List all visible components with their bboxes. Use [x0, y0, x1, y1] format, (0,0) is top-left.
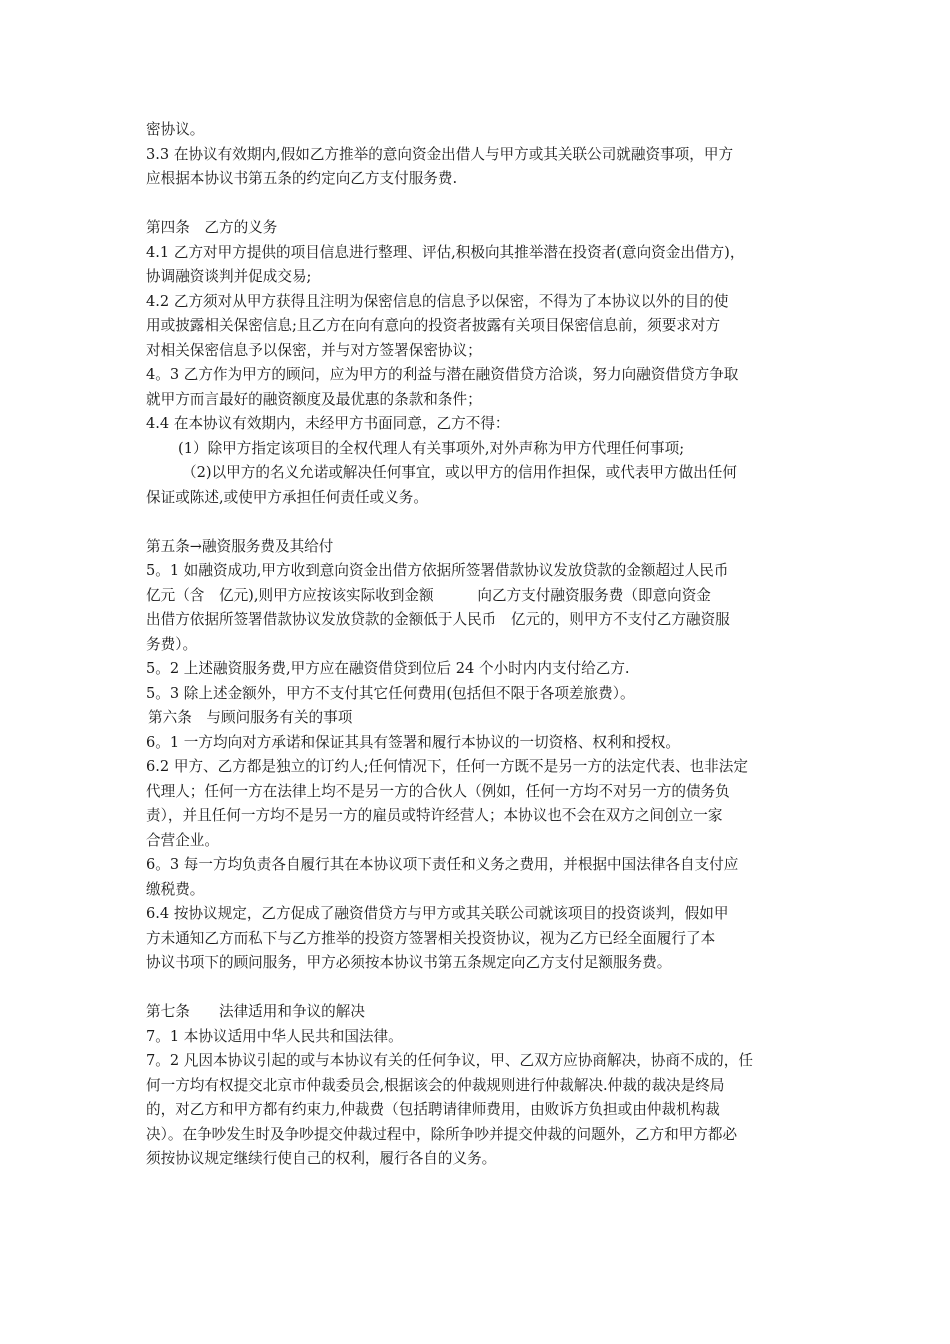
text-line: 亿元（含 亿元),则甲方应按该实际收到金额 向乙方支付融资服务费（即意向资金: [146, 586, 711, 604]
text-line: 保证或陈述,或使甲方承担任何责任或义务。: [146, 488, 428, 506]
text-line: 就甲方而言最好的融资额度及最优惠的条款和条件；: [146, 390, 482, 408]
clause-7-2: 7。2 凡因本协议引起的或与本协议有关的任何争议，甲、乙双方应协商解决，协商不成的，任: [146, 1052, 753, 1069]
blank-line: [146, 976, 818, 1001]
clause-4-3: 4。3 乙方作为甲方的顾问，应为甲方的利益与潜在融资借贷方洽谈，努力向融资借贷方争取: [146, 366, 739, 383]
clause-6-2: 6.2 甲方、乙方都是独立的订约人;任何情况下，任何一方既不是另一方的法定代表、也非法定: [146, 758, 748, 775]
text-line: 务费）。: [146, 635, 198, 653]
article-6-heading: 第六条 与顾问服务有关的事项: [148, 709, 353, 726]
document-body: [146, 118, 818, 1172]
clause-4-4: 4.4 在本协议有效期内，未经甲方书面同意，乙方不得：: [146, 415, 510, 432]
clause-6-3: 6。3 每一方均负责各自履行其在本协议项下责任和义务之费用，并根据中国法律各自支付应: [146, 856, 739, 873]
text-line: 方未通知乙方而私下与乙方推举的投资方签署相关投资协议，视为乙方已经全面履行了本: [146, 929, 716, 947]
clause-4-4-item-1: (1）除甲方指定该项目的全权代理人有关事项外,对外声称为甲方代理任何事项;: [178, 439, 685, 457]
text-line: 责），并且任何一方均不是另一方的雇员或特许经营人；本协议也不会在双方之间创立一家: [146, 807, 723, 824]
text-line: 用或披露相关保密信息;且乙方在向有意向的投资者披露有关项目保密信息前，须要求对方: [146, 317, 721, 334]
clause-6-1: 6。1 一方均向对方承诺和保证其具有签署和履行本协议的一切资格、权利和授权。: [146, 733, 680, 751]
clause-5-2: 5。2 上述融资服务费,甲方应在融资借贷到位后 24 个小时内内支付给乙方.: [146, 660, 630, 677]
clause-7-1: 7。1 本协议适用中华人民共和国法律。: [146, 1027, 403, 1045]
text-line: 密协议。: [146, 121, 205, 138]
text-line: 决）。在争吵发生时及争吵提交仲裁过程中，除所争吵并提交仲裁的问题外，乙方和甲方都必: [146, 1125, 738, 1143]
text-line: 合营企业。: [146, 831, 219, 849]
text-line: 缴税费。: [146, 880, 205, 898]
article-7-heading: 第七条 法律适用和争议的解决: [146, 1003, 365, 1020]
clause-5-1: 5。1 如融资成功,甲方收到意向资金出借方依据所签署借款协议发放贷款的金额超过人民币: [146, 562, 729, 579]
text-line: 对相关保密信息予以保密，并与对方签署保密协议；: [146, 341, 482, 359]
text-line: 协议书项下的顾问服务，甲方必须按本协议书第五条规定向乙方支付足额服务费。: [146, 954, 672, 971]
clause-3-3: 3.3 在协议有效期内,假如乙方推举的意向资金出借人与甲方或其关联公司就融资事项，甲方: [146, 145, 734, 163]
text-line: 代理人；任何一方在法律上均不是另一方的合伙人（例如，任何一方均不对另一方的债务负: [146, 782, 730, 800]
blank-line: [146, 510, 818, 535]
text-line: 应根据本协议书第五条的约定向乙方支付服务费.: [146, 170, 458, 187]
blank-line: [146, 192, 818, 217]
article-5-heading: 第五条→融资服务费及其给付: [146, 537, 334, 555]
clause-6-4: 6.4 按协议规定，乙方促成了融资借贷方与甲方或其关联公司就该项目的投资谈判，假如甲: [146, 905, 729, 922]
text-line: 何一方均有权提交北京市仲裁委员会,根据该会的仲裁规则进行仲裁解决.仲裁的裁决是终局: [146, 1076, 725, 1094]
clause-4-4-item-2: （2)以甲方的名义允诺或解决任何事宜，或以甲方的信用作担保，或代表甲方做出任何: [182, 464, 737, 481]
clause-5-3: 5。3 除上述金额外，甲方不支付其它任何费用(包括但不限于各项差旅费）。: [146, 684, 635, 702]
text-line: 协调融资谈判并促成交易;: [146, 268, 312, 285]
article-4-heading: 第四条 乙方的义务: [146, 219, 278, 236]
clause-4-2: 4.2 乙方须对从甲方获得且注明为保密信息的信息予以保密，不得为了本协议以外的目的使: [146, 292, 729, 310]
text-line: 须按协议规定继续行使自己的权利，履行各自的义务。: [146, 1150, 497, 1167]
text-line: 的，对乙方和甲方都有约束力,仲裁费（包括聘请律师费用，由败诉方负担或由仲裁机构裁: [146, 1101, 720, 1118]
clause-4-1: 4.1 乙方对甲方提供的项目信息进行整理、评估,积极向其推举潜在投资者(意向资金出借方)，: [146, 243, 745, 261]
text-line: 出借方依据所签署借款协议发放贷款的金额低于人民币 亿元的，则甲方不支付乙方融资服: [146, 611, 730, 628]
